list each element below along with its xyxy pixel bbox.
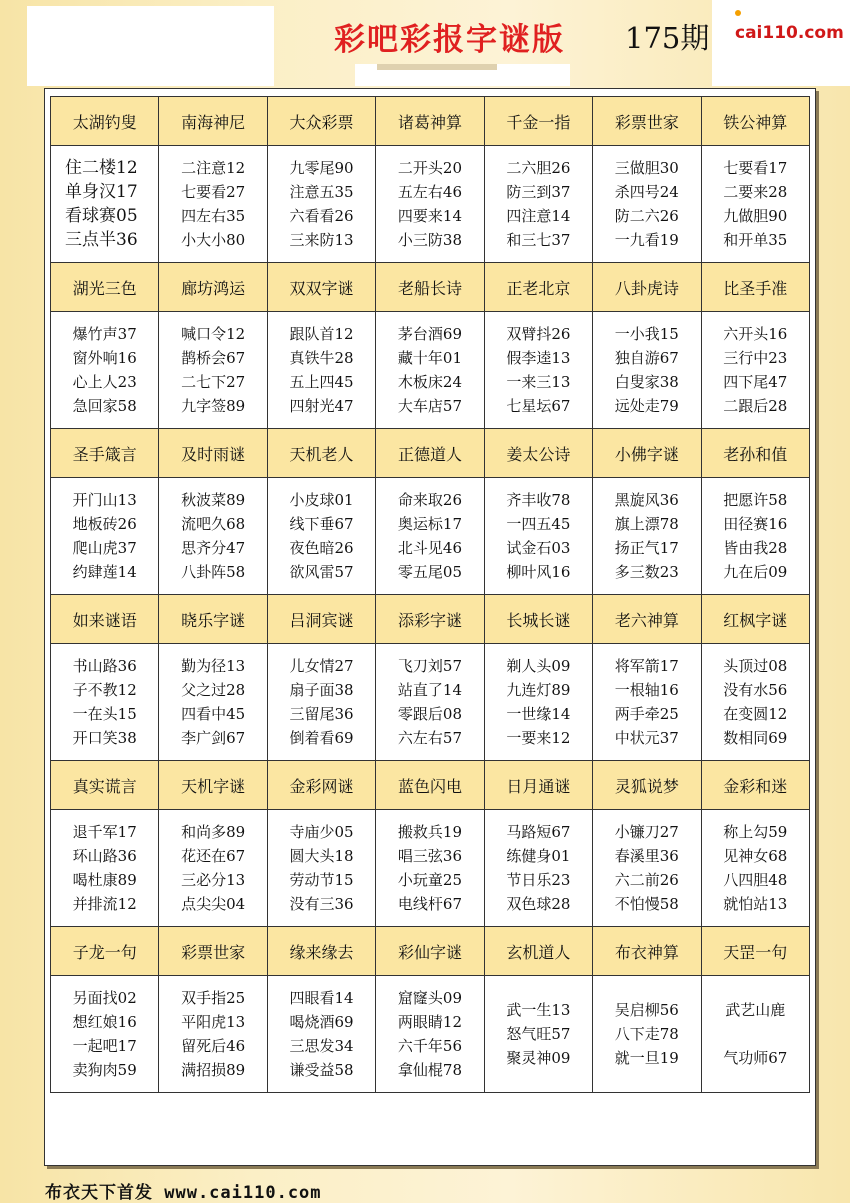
riddle-line: 白叟家38 bbox=[614, 373, 679, 391]
riddle-line: 电线杆67 bbox=[397, 895, 463, 913]
riddle-line: 和尚多89 bbox=[181, 823, 246, 841]
riddle-line: 两眼睛12 bbox=[397, 1013, 463, 1031]
riddle-cell bbox=[484, 478, 592, 595]
riddle-line: 真铁牛28 bbox=[289, 349, 354, 367]
riddle-line: 一小我15 bbox=[614, 325, 679, 343]
column-header: 天机字谜 bbox=[159, 761, 267, 810]
riddle-line: 三点半36 bbox=[65, 230, 138, 250]
riddle-line: 点尖尖04 bbox=[181, 895, 246, 913]
column-header: 日月通谜 bbox=[484, 761, 592, 810]
column-header: 大众彩票 bbox=[267, 97, 375, 146]
header-row bbox=[51, 97, 810, 146]
riddle-line: 柳叶风16 bbox=[506, 563, 571, 581]
riddle-line: 六左右57 bbox=[397, 729, 463, 747]
riddle-line: 皆由我28 bbox=[723, 539, 788, 557]
riddle-line: 假李逵13 bbox=[506, 349, 571, 367]
riddle-line: 搬救兵19 bbox=[397, 823, 463, 841]
riddle-line: 八卦阵58 bbox=[181, 563, 246, 581]
riddle-cell bbox=[159, 810, 267, 927]
column-header: 吕洞宾谜 bbox=[267, 595, 375, 644]
riddle-cell bbox=[593, 312, 701, 429]
riddle-line: 北斗见46 bbox=[397, 539, 463, 557]
riddle-cell bbox=[593, 644, 701, 761]
column-header: 彩票世家 bbox=[593, 97, 701, 146]
column-header: 红枫字谜 bbox=[701, 595, 809, 644]
riddle-line: 中状元37 bbox=[614, 729, 679, 747]
riddle-line: 田径赛16 bbox=[723, 515, 788, 533]
column-header: 湖光三色 bbox=[51, 263, 159, 312]
riddle-line: 三来防13 bbox=[289, 231, 354, 249]
riddle-line: 小大小80 bbox=[181, 231, 246, 249]
riddle-line: 并排流12 bbox=[72, 895, 137, 913]
riddle-cell bbox=[376, 312, 484, 429]
riddle-line: 双手指25 bbox=[181, 989, 246, 1007]
column-header: 南海神尼 bbox=[159, 97, 267, 146]
riddle-line: 跟队首12 bbox=[289, 325, 354, 343]
column-header: 老孙和值 bbox=[701, 429, 809, 478]
riddle-line: 木板床24 bbox=[397, 373, 463, 391]
riddle-line: 谦受益58 bbox=[289, 1061, 354, 1079]
riddle-line: 五左右46 bbox=[397, 183, 463, 201]
column-header: 及时雨谜 bbox=[159, 429, 267, 478]
header-row bbox=[51, 927, 810, 976]
header-row bbox=[51, 595, 810, 644]
riddle-cell bbox=[159, 312, 267, 429]
riddle-cell bbox=[51, 644, 159, 761]
riddle-line: 圆大头18 bbox=[289, 847, 354, 865]
riddle-line: 七要看17 bbox=[723, 159, 788, 177]
riddle-line: 八四胆48 bbox=[723, 871, 788, 889]
column-header: 晓乐字谜 bbox=[159, 595, 267, 644]
page-title: 彩吧彩报字谜版 bbox=[334, 22, 565, 58]
riddle-cell bbox=[376, 976, 484, 1093]
riddle-cell bbox=[701, 312, 809, 429]
riddle-cell bbox=[267, 976, 375, 1093]
riddle-line: 三思发34 bbox=[289, 1037, 354, 1055]
column-header: 灵狐说梦 bbox=[593, 761, 701, 810]
column-header: 蓝色闪电 bbox=[376, 761, 484, 810]
riddle-cell bbox=[267, 478, 375, 595]
riddle-line: 拿仙棍78 bbox=[397, 1061, 463, 1079]
riddle-cell bbox=[701, 146, 809, 263]
table-row bbox=[51, 312, 810, 429]
riddle-line: 一在头15 bbox=[72, 705, 137, 723]
riddle-line: 见神女68 bbox=[723, 847, 788, 865]
riddle-cell bbox=[593, 146, 701, 263]
riddle-line: 九在后09 bbox=[723, 563, 788, 581]
riddle-cell bbox=[51, 312, 159, 429]
riddle-line: 小皮球01 bbox=[289, 491, 354, 509]
riddle-cell bbox=[484, 312, 592, 429]
riddle-line: 就一旦19 bbox=[614, 1049, 679, 1067]
riddle-line: 喝烧酒69 bbox=[289, 1013, 354, 1031]
riddle-cell bbox=[159, 478, 267, 595]
riddle-cell bbox=[159, 644, 267, 761]
column-header: 彩仙字谜 bbox=[376, 927, 484, 976]
riddle-line: 节日乐23 bbox=[506, 871, 571, 889]
riddle-line: 春溪里36 bbox=[614, 847, 679, 865]
logo-dot-icon bbox=[735, 10, 741, 16]
riddle-line: 窗外响16 bbox=[72, 349, 137, 367]
riddle-line: 劳动节15 bbox=[289, 871, 354, 889]
blank-area-left bbox=[27, 6, 274, 86]
riddle-line: 秋波菜89 bbox=[181, 491, 246, 509]
riddle-line: 夜色暗26 bbox=[289, 539, 354, 557]
riddle-line: 称上勾59 bbox=[723, 823, 788, 841]
riddle-line: 地板砖26 bbox=[72, 515, 137, 533]
riddle-cell bbox=[701, 478, 809, 595]
riddle-line: 和三七37 bbox=[506, 231, 571, 249]
column-header: 老船长诗 bbox=[376, 263, 484, 312]
riddle-line: 四左右35 bbox=[181, 207, 246, 225]
riddle-line: 窟窿头09 bbox=[397, 989, 463, 1007]
riddle-line: 二六胆26 bbox=[506, 159, 571, 177]
riddle-line: 两手牵25 bbox=[614, 705, 679, 723]
riddle-line: 退千军17 bbox=[72, 823, 137, 841]
column-header: 天罡一句 bbox=[701, 927, 809, 976]
riddle-line: 防二六26 bbox=[614, 207, 679, 225]
riddle-line: 平阳虎13 bbox=[181, 1013, 246, 1031]
column-header: 如来谜语 bbox=[51, 595, 159, 644]
riddle-line: 没有三36 bbox=[289, 895, 354, 913]
riddle-line: 头顶过08 bbox=[723, 657, 788, 675]
riddle-line: 想红娘16 bbox=[72, 1013, 137, 1031]
column-header: 金彩和迷 bbox=[701, 761, 809, 810]
riddle-line: 喝杜康89 bbox=[72, 871, 137, 889]
column-header: 布衣神算 bbox=[593, 927, 701, 976]
riddle-line: 聚灵神09 bbox=[506, 1049, 571, 1067]
riddle-line: 试金石03 bbox=[506, 539, 571, 557]
column-header: 正德道人 bbox=[376, 429, 484, 478]
column-header: 八卦虎诗 bbox=[593, 263, 701, 312]
riddle-line: 子不教12 bbox=[72, 681, 137, 699]
riddle-line: 旗上漂78 bbox=[614, 515, 679, 533]
riddle-line: 练健身01 bbox=[506, 847, 571, 865]
riddle-line: 七星坛67 bbox=[506, 397, 571, 415]
riddle-line: 站直了14 bbox=[397, 681, 463, 699]
riddle-line: 另面找02 bbox=[72, 989, 137, 1007]
riddle-line: 留死后46 bbox=[181, 1037, 246, 1055]
riddle-line: 一四五45 bbox=[506, 515, 571, 533]
riddle-line: 一世缘14 bbox=[506, 705, 571, 723]
column-header: 天机老人 bbox=[267, 429, 375, 478]
column-header: 铁公神算 bbox=[701, 97, 809, 146]
riddle-line: 把愿许58 bbox=[723, 491, 788, 509]
riddle-line: 二七下27 bbox=[181, 373, 246, 391]
riddle-cell bbox=[484, 976, 592, 1093]
riddle-line: 鹊桥会67 bbox=[181, 349, 246, 367]
riddle-line: 将军箭17 bbox=[614, 657, 679, 675]
riddle-line: 大车店57 bbox=[397, 397, 463, 415]
riddle-line: 线下垂67 bbox=[289, 515, 354, 533]
table-row bbox=[51, 976, 810, 1093]
riddle-line: 爆竹声37 bbox=[72, 325, 137, 343]
riddle-line: 和开单35 bbox=[723, 231, 788, 249]
column-header: 廊坊鸿运 bbox=[159, 263, 267, 312]
riddle-cell bbox=[267, 644, 375, 761]
riddle-cell bbox=[484, 810, 592, 927]
column-header: 双双字谜 bbox=[267, 263, 375, 312]
riddle-cell bbox=[484, 146, 592, 263]
riddle-cell bbox=[51, 146, 159, 263]
riddle-line: 四下尾47 bbox=[723, 373, 788, 391]
column-header: 添彩字谜 bbox=[376, 595, 484, 644]
riddle-line: 双臂抖26 bbox=[506, 325, 571, 343]
table-row bbox=[51, 644, 810, 761]
header-row bbox=[51, 263, 810, 312]
table-row bbox=[51, 478, 810, 595]
riddle-cell bbox=[267, 146, 375, 263]
riddle-cell bbox=[593, 478, 701, 595]
column-header: 玄机道人 bbox=[484, 927, 592, 976]
column-header: 正老北京 bbox=[484, 263, 592, 312]
riddle-line: 唱三弦36 bbox=[397, 847, 463, 865]
riddle-line: 四看中45 bbox=[181, 705, 246, 723]
table-row bbox=[51, 146, 810, 263]
riddle-line: 就怕站13 bbox=[723, 895, 788, 913]
riddle-line: 寺庙少05 bbox=[289, 823, 354, 841]
riddle-cell bbox=[267, 810, 375, 927]
column-header: 姜太公诗 bbox=[484, 429, 592, 478]
column-header: 千金一指 bbox=[484, 97, 592, 146]
riddle-line: 六二前26 bbox=[614, 871, 679, 889]
column-header: 真实谎言 bbox=[51, 761, 159, 810]
riddle-line: 零五尾05 bbox=[397, 563, 463, 581]
riddle-cell bbox=[376, 146, 484, 263]
riddle-line: 儿女情27 bbox=[289, 657, 354, 675]
riddle-line: 藏十年01 bbox=[397, 349, 463, 367]
riddle-line: 零跟后08 bbox=[397, 705, 463, 723]
riddle-line: 远处走79 bbox=[614, 397, 679, 415]
riddle-line: 三必分13 bbox=[181, 871, 246, 889]
riddle-line: 一根轴16 bbox=[614, 681, 679, 699]
riddle-line: 九字签89 bbox=[181, 397, 246, 415]
riddle-line: 杀四号24 bbox=[614, 183, 679, 201]
riddle-line: 齐丰收78 bbox=[506, 491, 571, 509]
riddle-line: 不怕慢58 bbox=[614, 895, 679, 913]
riddle-cell bbox=[593, 976, 701, 1093]
riddle-line: 五上四45 bbox=[289, 373, 354, 391]
column-header: 彩票世家 bbox=[159, 927, 267, 976]
riddle-line: 环山路36 bbox=[72, 847, 137, 865]
riddle-line: 二开头20 bbox=[397, 159, 463, 177]
riddle-line: 二注意12 bbox=[181, 159, 246, 177]
riddle-cell bbox=[51, 810, 159, 927]
riddle-line: 一九看19 bbox=[614, 231, 679, 249]
riddle-cell bbox=[159, 976, 267, 1093]
riddle-line: 小三防38 bbox=[397, 231, 463, 249]
riddle-line: 独自游67 bbox=[614, 349, 679, 367]
riddle-line: 小玩童25 bbox=[397, 871, 463, 889]
riddle-line: 开门山13 bbox=[72, 491, 137, 509]
riddle-line: 数相同69 bbox=[723, 729, 788, 747]
riddle-line: 满招损89 bbox=[181, 1061, 246, 1079]
riddle-line: 六千年56 bbox=[397, 1037, 463, 1055]
column-header: 长城长谜 bbox=[484, 595, 592, 644]
riddle-cell bbox=[701, 810, 809, 927]
riddle-line: 书山路36 bbox=[72, 657, 137, 675]
riddle-line: 卖狗肉59 bbox=[72, 1061, 137, 1079]
riddle-line: 黑旋风36 bbox=[614, 491, 679, 509]
column-header: 诸葛神算 bbox=[376, 97, 484, 146]
riddle-line: 防三到37 bbox=[506, 183, 571, 201]
riddle-line: 倒着看69 bbox=[289, 729, 354, 747]
riddle-line: 一要来12 bbox=[506, 729, 571, 747]
riddle-line: 多三数23 bbox=[614, 563, 679, 581]
riddle-line bbox=[702, 1022, 809, 1046]
riddle-line: 马路短67 bbox=[506, 823, 571, 841]
riddle-line: 一起吧17 bbox=[72, 1037, 137, 1055]
column-header: 子龙一句 bbox=[51, 927, 159, 976]
column-header: 缘来缘去 bbox=[267, 927, 375, 976]
riddle-line: 飞刀刘57 bbox=[397, 657, 463, 675]
issue-number: 175期 bbox=[625, 21, 710, 55]
riddle-line: 心上人23 bbox=[72, 373, 137, 391]
riddle-line: 四眼看14 bbox=[289, 989, 354, 1007]
riddle-line: 八下走78 bbox=[614, 1025, 679, 1043]
riddle-line: 在变圆12 bbox=[723, 705, 788, 723]
riddle-line: 三行中23 bbox=[723, 349, 788, 367]
riddle-line: 李广剑67 bbox=[181, 729, 246, 747]
riddle-cell bbox=[376, 810, 484, 927]
riddle-line: 九做胆90 bbox=[723, 207, 788, 225]
riddle-line: 一来三13 bbox=[506, 373, 571, 391]
riddle-line: 流吧久68 bbox=[181, 515, 246, 533]
column-header: 小佛字谜 bbox=[593, 429, 701, 478]
riddle-line: 注意五35 bbox=[289, 183, 354, 201]
riddle-line: 气功师67 bbox=[723, 1049, 788, 1067]
riddle-line: 思齐分47 bbox=[181, 539, 246, 557]
riddle-line: 七要看27 bbox=[181, 183, 246, 201]
riddle-line: 爬山虎37 bbox=[72, 539, 137, 557]
riddle-line: 扇子面38 bbox=[289, 681, 354, 699]
riddle-line: 花还在67 bbox=[181, 847, 246, 865]
riddle-line: 急回家58 bbox=[72, 397, 137, 415]
riddle-line: 怒气旺57 bbox=[506, 1025, 571, 1043]
riddle-line: 四注意14 bbox=[506, 207, 571, 225]
riddle-line: 茅台酒69 bbox=[397, 325, 463, 343]
header-row bbox=[51, 761, 810, 810]
riddle-line: 勤为径13 bbox=[181, 657, 246, 675]
column-header: 圣手箴言 bbox=[51, 429, 159, 478]
footer-text: 布衣天下首发 www.cai110.com bbox=[45, 1183, 322, 1203]
riddle-line: 欲风雷57 bbox=[289, 563, 354, 581]
riddle-cell bbox=[51, 478, 159, 595]
riddle-cell bbox=[484, 644, 592, 761]
riddle-line: 武艺山鹿 bbox=[725, 1001, 786, 1019]
riddle-line: 约肆莲14 bbox=[72, 563, 137, 581]
riddle-line: 父之过28 bbox=[181, 681, 246, 699]
riddle-cell bbox=[159, 146, 267, 263]
riddle-line: 开口笑38 bbox=[72, 729, 137, 747]
column-header: 老六神算 bbox=[593, 595, 701, 644]
column-header: 金彩网谜 bbox=[267, 761, 375, 810]
riddle-line: 四射光47 bbox=[289, 397, 354, 415]
riddle-line: 没有水56 bbox=[723, 681, 788, 699]
riddle-line: 喊口令12 bbox=[181, 325, 246, 343]
riddle-cell bbox=[267, 312, 375, 429]
riddle-line: 二跟后28 bbox=[723, 397, 788, 415]
riddle-cell bbox=[376, 478, 484, 595]
riddle-line: 三做胆30 bbox=[614, 159, 679, 177]
riddle-line: 武一生13 bbox=[506, 1001, 571, 1019]
logo-text: cai110.com bbox=[735, 23, 844, 43]
riddle-line: 看球赛05 bbox=[65, 206, 138, 226]
riddle-line: 单身汉17 bbox=[65, 182, 138, 202]
riddle-table bbox=[50, 96, 810, 1093]
riddle-line: 住二楼12 bbox=[65, 158, 138, 178]
header-row bbox=[51, 429, 810, 478]
riddle-cell bbox=[376, 644, 484, 761]
riddle-line: 四要来14 bbox=[397, 207, 463, 225]
riddle-line: 九零尾90 bbox=[289, 159, 354, 177]
riddle-line: 三留尾36 bbox=[289, 705, 354, 723]
riddle-cell bbox=[701, 976, 809, 1093]
riddle-line: 双色球28 bbox=[506, 895, 571, 913]
column-header: 比圣手准 bbox=[701, 263, 809, 312]
riddle-line: 二要来28 bbox=[723, 183, 788, 201]
riddle-line: 吴启柳56 bbox=[614, 1001, 679, 1019]
riddle-line: 六看看26 bbox=[289, 207, 354, 225]
riddle-line: 九连灯89 bbox=[506, 681, 571, 699]
column-header: 太湖钓叟 bbox=[51, 97, 159, 146]
site-logo[interactable] bbox=[735, 3, 850, 43]
table-row bbox=[51, 810, 810, 927]
riddle-line: 六开头16 bbox=[723, 325, 788, 343]
riddle-cell bbox=[701, 644, 809, 761]
riddle-line: 奥运标17 bbox=[397, 515, 463, 533]
riddle-cell bbox=[593, 810, 701, 927]
riddle-cell bbox=[51, 976, 159, 1093]
obscured-subtitle bbox=[377, 64, 497, 70]
riddle-line: 命来取26 bbox=[397, 491, 463, 509]
riddle-line: 小镰刀27 bbox=[614, 823, 679, 841]
riddle-line: 扬正气17 bbox=[614, 539, 679, 557]
riddle-line: 剃人头09 bbox=[506, 657, 571, 675]
